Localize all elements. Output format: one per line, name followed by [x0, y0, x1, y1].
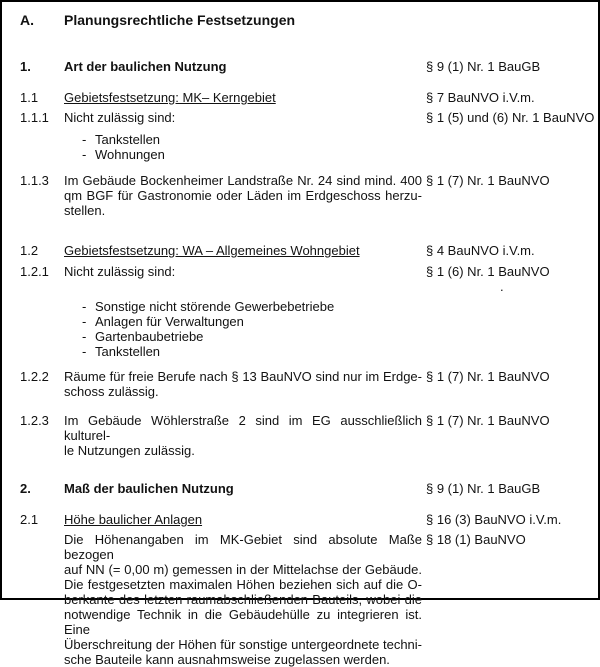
bullet-item	[82, 132, 422, 147]
bullet-item-label: Gartenbaubetriebe	[95, 329, 204, 344]
bullet-item	[82, 344, 422, 359]
section-1-legal-ref: § 9 (1) Nr. 1 BauGB	[426, 59, 541, 74]
bullet-dash: -	[82, 299, 87, 314]
bullet-dash: -	[82, 329, 87, 344]
section-2-title: Maß der baulichen Nutzung	[64, 481, 234, 496]
section-1-2-1-legal-ref	[422, 264, 598, 294]
section-1-1-1-row	[20, 110, 598, 125]
section-2-1-legal-ref-2: § 18 (1) BauNVO	[426, 532, 526, 547]
bullet-item-label: Tankstellen	[95, 132, 161, 147]
section-1-title: Art der baulichen Nutzung	[64, 59, 227, 74]
paragraph-line: notwendige Technik in die Gebäudehülle zu integrieren ist. Eine	[64, 607, 422, 637]
section-2-1-title: Höhe baulicher Anlagen	[64, 512, 203, 527]
bullet-item-label: Wohnungen	[95, 147, 165, 162]
bullet-dash: -	[82, 314, 87, 329]
section-2-1-legal-ref: § 16 (3) BauNVO i.V.m.	[426, 512, 562, 527]
section-1-2-1-row	[20, 264, 598, 294]
section-1-2-1-bullet-list-row	[20, 299, 598, 359]
paragraph-line: Im Gebäude Bockenheimer Landstraße Nr. 24 sind mind. 400	[64, 173, 422, 188]
section-1-2-title: Gebietsfestsetzung: WA – Allgemeines Wohngebiet	[64, 243, 360, 258]
section-2-number: 2.	[20, 481, 31, 496]
section-1-2-3-paragraph	[64, 413, 422, 458]
section-2-legal-ref: § 9 (1) Nr. 1 BauGB	[426, 481, 541, 496]
section-1-number: 1.	[20, 59, 31, 74]
section-2-1-paragraph	[64, 532, 422, 667]
section-1-2-number: 1.2	[20, 243, 39, 258]
paragraph-line: schoss zulässig.	[64, 384, 159, 399]
section-1-2-1-bullet-list	[64, 299, 422, 359]
section-1-2-2-row	[20, 369, 598, 399]
paragraph-line: sche Bauteile kann ausnahmsweise zugelassen werden.	[64, 652, 390, 667]
paragraph-line: berkante des letzten raumabschließenden Bauteils, wobei die	[64, 592, 422, 607]
section-2-1-number: 2.1	[20, 512, 39, 527]
section-1-2-3-legal-ref: § 1 (7) Nr. 1 BauNVO	[426, 413, 550, 428]
paragraph-line: Die festgesetzten maximalen Höhen beziehen sich auf die O-	[64, 577, 422, 592]
legal-ref-text: § 1 (6) Nr. 1 BauNVO	[426, 264, 550, 279]
section-1-1-row	[20, 90, 598, 105]
document-heading-row	[20, 12, 598, 28]
document-heading-letter: A.	[20, 12, 34, 28]
section-2-1-paragraph-row	[20, 532, 598, 667]
section-1-1-1-title: Nicht zulässig sind:	[64, 110, 176, 125]
paragraph-line: stellen.	[64, 203, 106, 218]
bullet-dash: -	[82, 132, 87, 147]
paragraph-line: Die Höhenangaben im MK-Gebiet sind absolute Maße bezogen	[64, 532, 422, 562]
section-1-1-1-number: 1.1.1	[20, 110, 49, 125]
section-1-1-1-bullet-list	[64, 132, 422, 162]
section-1-2-2-number: 1.2.2	[20, 369, 49, 384]
section-1-1-3-paragraph	[64, 173, 422, 218]
section-1-2-3-number: 1.2.3	[20, 413, 49, 428]
stray-period-mark: .	[500, 279, 504, 294]
bullet-item-label: Sonstige nicht störende Gewerbebetriebe	[95, 299, 335, 314]
bullet-dash: -	[82, 344, 87, 359]
section-1-1-3-row	[20, 173, 598, 218]
section-1-2-row	[20, 243, 598, 258]
section-1-row	[20, 59, 598, 74]
bullet-item	[82, 147, 422, 162]
section-2-1-row	[20, 512, 598, 527]
paragraph-line: auf NN (= 0,00 m) gemessen in der Mittelachse der Gebäude.	[64, 562, 422, 577]
section-1-1-number: 1.1	[20, 90, 39, 105]
paragraph-line: qm BGF für Gastronomie oder Läden im Erdgeschoss herzu-	[64, 188, 422, 203]
section-1-2-1-number: 1.2.1	[20, 264, 49, 279]
planning-document-page	[2, 2, 598, 667]
section-2-row	[20, 481, 598, 496]
section-1-1-1-bullet-list-row	[20, 132, 598, 162]
section-1-2-3-row	[20, 413, 598, 458]
paragraph-line: Überschreitung der Höhen für sonstige untergeordnete techni-	[64, 637, 422, 652]
section-1-1-3-number: 1.1.3	[20, 173, 49, 188]
bullet-item	[82, 299, 422, 314]
section-1-1-title: Gebietsfestsetzung: MK– Kerngebiet	[64, 90, 276, 105]
bullet-dash: -	[82, 147, 87, 162]
section-1-2-2-legal-ref: § 1 (7) Nr. 1 BauNVO	[426, 369, 550, 384]
document-heading-title: Planungsrechtliche Festsetzungen	[64, 12, 296, 28]
paragraph-line: Räume für freie Berufe nach § 13 BauNVO sind nur im Erdge-	[64, 369, 422, 384]
section-1-2-1-title: Nicht zulässig sind:	[64, 264, 176, 279]
paragraph-line: Im Gebäude Wöhlerstraße 2 sind im EG ausschließlich kulturel-	[64, 413, 422, 443]
bullet-item-label: Tankstellen	[95, 344, 161, 359]
paragraph-line: le Nutzungen zulässig.	[64, 443, 195, 458]
bullet-item-label: Anlagen für Verwaltungen	[95, 314, 244, 329]
bullet-item	[82, 314, 422, 329]
section-1-2-2-paragraph	[64, 369, 422, 399]
section-1-1-3-legal-ref: § 1 (7) Nr. 1 BauNVO	[426, 173, 550, 188]
bullet-item	[82, 329, 422, 344]
section-1-1-legal-ref: § 7 BauNVO i.V.m.	[426, 90, 535, 105]
section-1-2-legal-ref: § 4 BauNVO i.V.m.	[426, 243, 535, 258]
section-1-1-1-legal-ref: § 1 (5) und (6) Nr. 1 BauNVO	[426, 110, 595, 125]
